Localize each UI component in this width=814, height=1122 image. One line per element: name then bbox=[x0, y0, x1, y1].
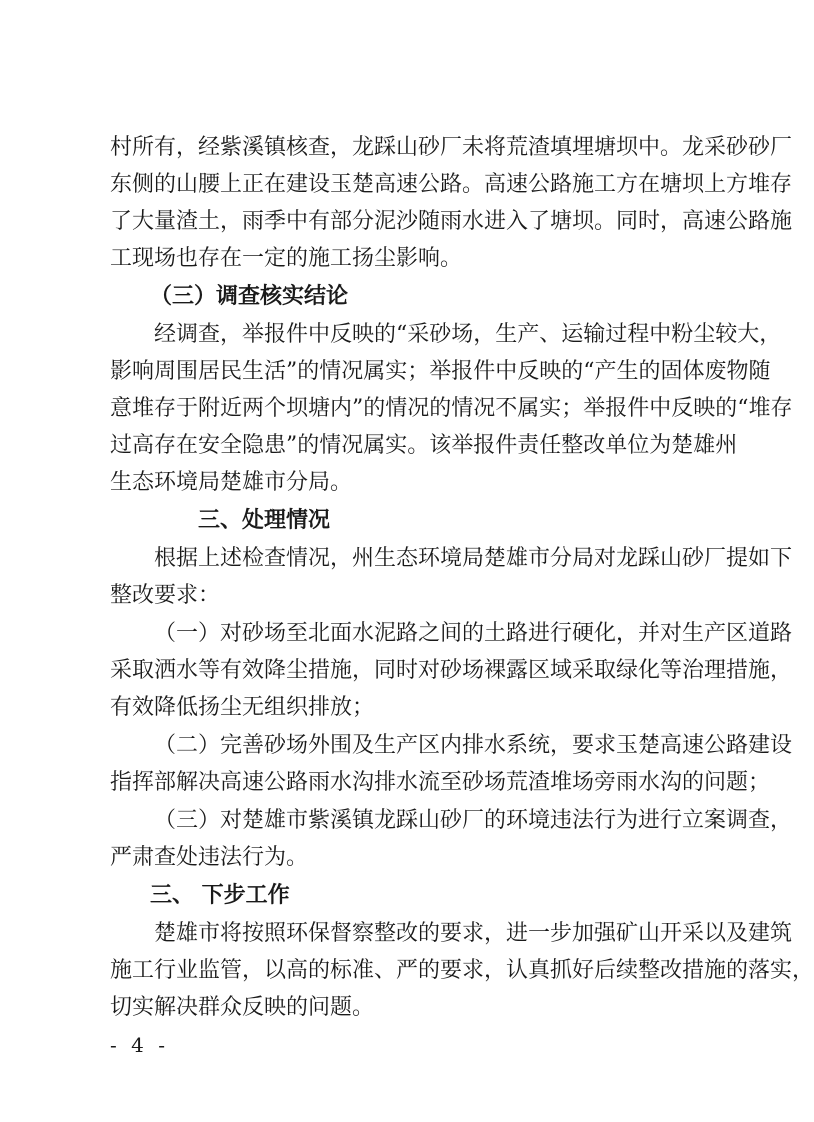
body-line: 根据上述检查情况，州生态环境局楚雄市分局对龙踩山砂厂提如下 bbox=[154, 546, 793, 571]
subsection-heading: （三）调查核实结论 bbox=[150, 283, 349, 309]
page-number: - 4 - bbox=[110, 1033, 169, 1057]
section-heading: 三、处理情况 bbox=[198, 507, 331, 533]
body-line: 楚雄市将按照环保督察整改的要求，进一步加强矿山开采以及建筑 bbox=[154, 921, 793, 946]
list-item-line: 采取洒水等有效降尘措施，同时对砂场裸露区域采取绿化等治理措施， bbox=[110, 658, 793, 683]
list-item-line: 有效降低扬尘无组织排放； bbox=[110, 695, 375, 720]
list-item-line: （三）对楚雄市紫溪镇龙踩山砂厂的环境违法行为进行立案调查， bbox=[154, 808, 793, 833]
list-item-line: 指挥部解决高速公路雨水沟排水流至砂场荒渣堆场旁雨水沟的问题； bbox=[110, 770, 771, 795]
body-line: 了大量渣土，雨季中有部分泥沙随雨水进入了塘坝。同时，高速公路施 bbox=[110, 209, 793, 234]
body-line: 经调查，举报件中反映的“采砂场，生产、运输过程中粉尘较大， bbox=[154, 322, 782, 347]
body-line: 整改要求： bbox=[110, 583, 221, 608]
body-line: 东侧的山腰上正在建设玉楚高速公路。高速公路施工方在塘坝上方堆存 bbox=[110, 172, 793, 197]
body-line: 生态环境局楚雄市分局。 bbox=[110, 470, 353, 495]
body-line: 意堆存于附近两个坝塘内”的情况的情况不属实；举报件中反映的“堆存 bbox=[110, 396, 793, 421]
list-item-line: 严肃查处违法行为。 bbox=[110, 845, 309, 870]
list-item-line: （二）完善砂场外围及生产区内排水系统，要求玉楚高速公路建设 bbox=[154, 733, 793, 758]
list-item-line: （一）对砂场至北面水泥路之间的土路进行硬化，并对生产区道路 bbox=[154, 621, 793, 646]
body-line: 切实解决群众反映的问题。 bbox=[110, 995, 375, 1020]
body-line: 施工行业监管，以高的标准、严的要求，认真抓好后续整改措施的落实， bbox=[110, 958, 814, 983]
body-line: 过高存在安全隐患”的情况属实。该举报件责任整改单位为楚雄州 bbox=[110, 433, 738, 458]
section-heading-next: 三、 下步工作 bbox=[150, 882, 290, 908]
body-line: 村所有，经紫溪镇核查，龙踩山砂厂未将荒渣填埋塘坝中。龙采砂砂厂 bbox=[110, 135, 793, 160]
body-line: 影响周围居民生活”的情况属实；举报件中反映的“产生的固体废物随 bbox=[110, 359, 771, 384]
body-line: 工现场也存在一定的施工扬尘影响。 bbox=[110, 246, 463, 271]
